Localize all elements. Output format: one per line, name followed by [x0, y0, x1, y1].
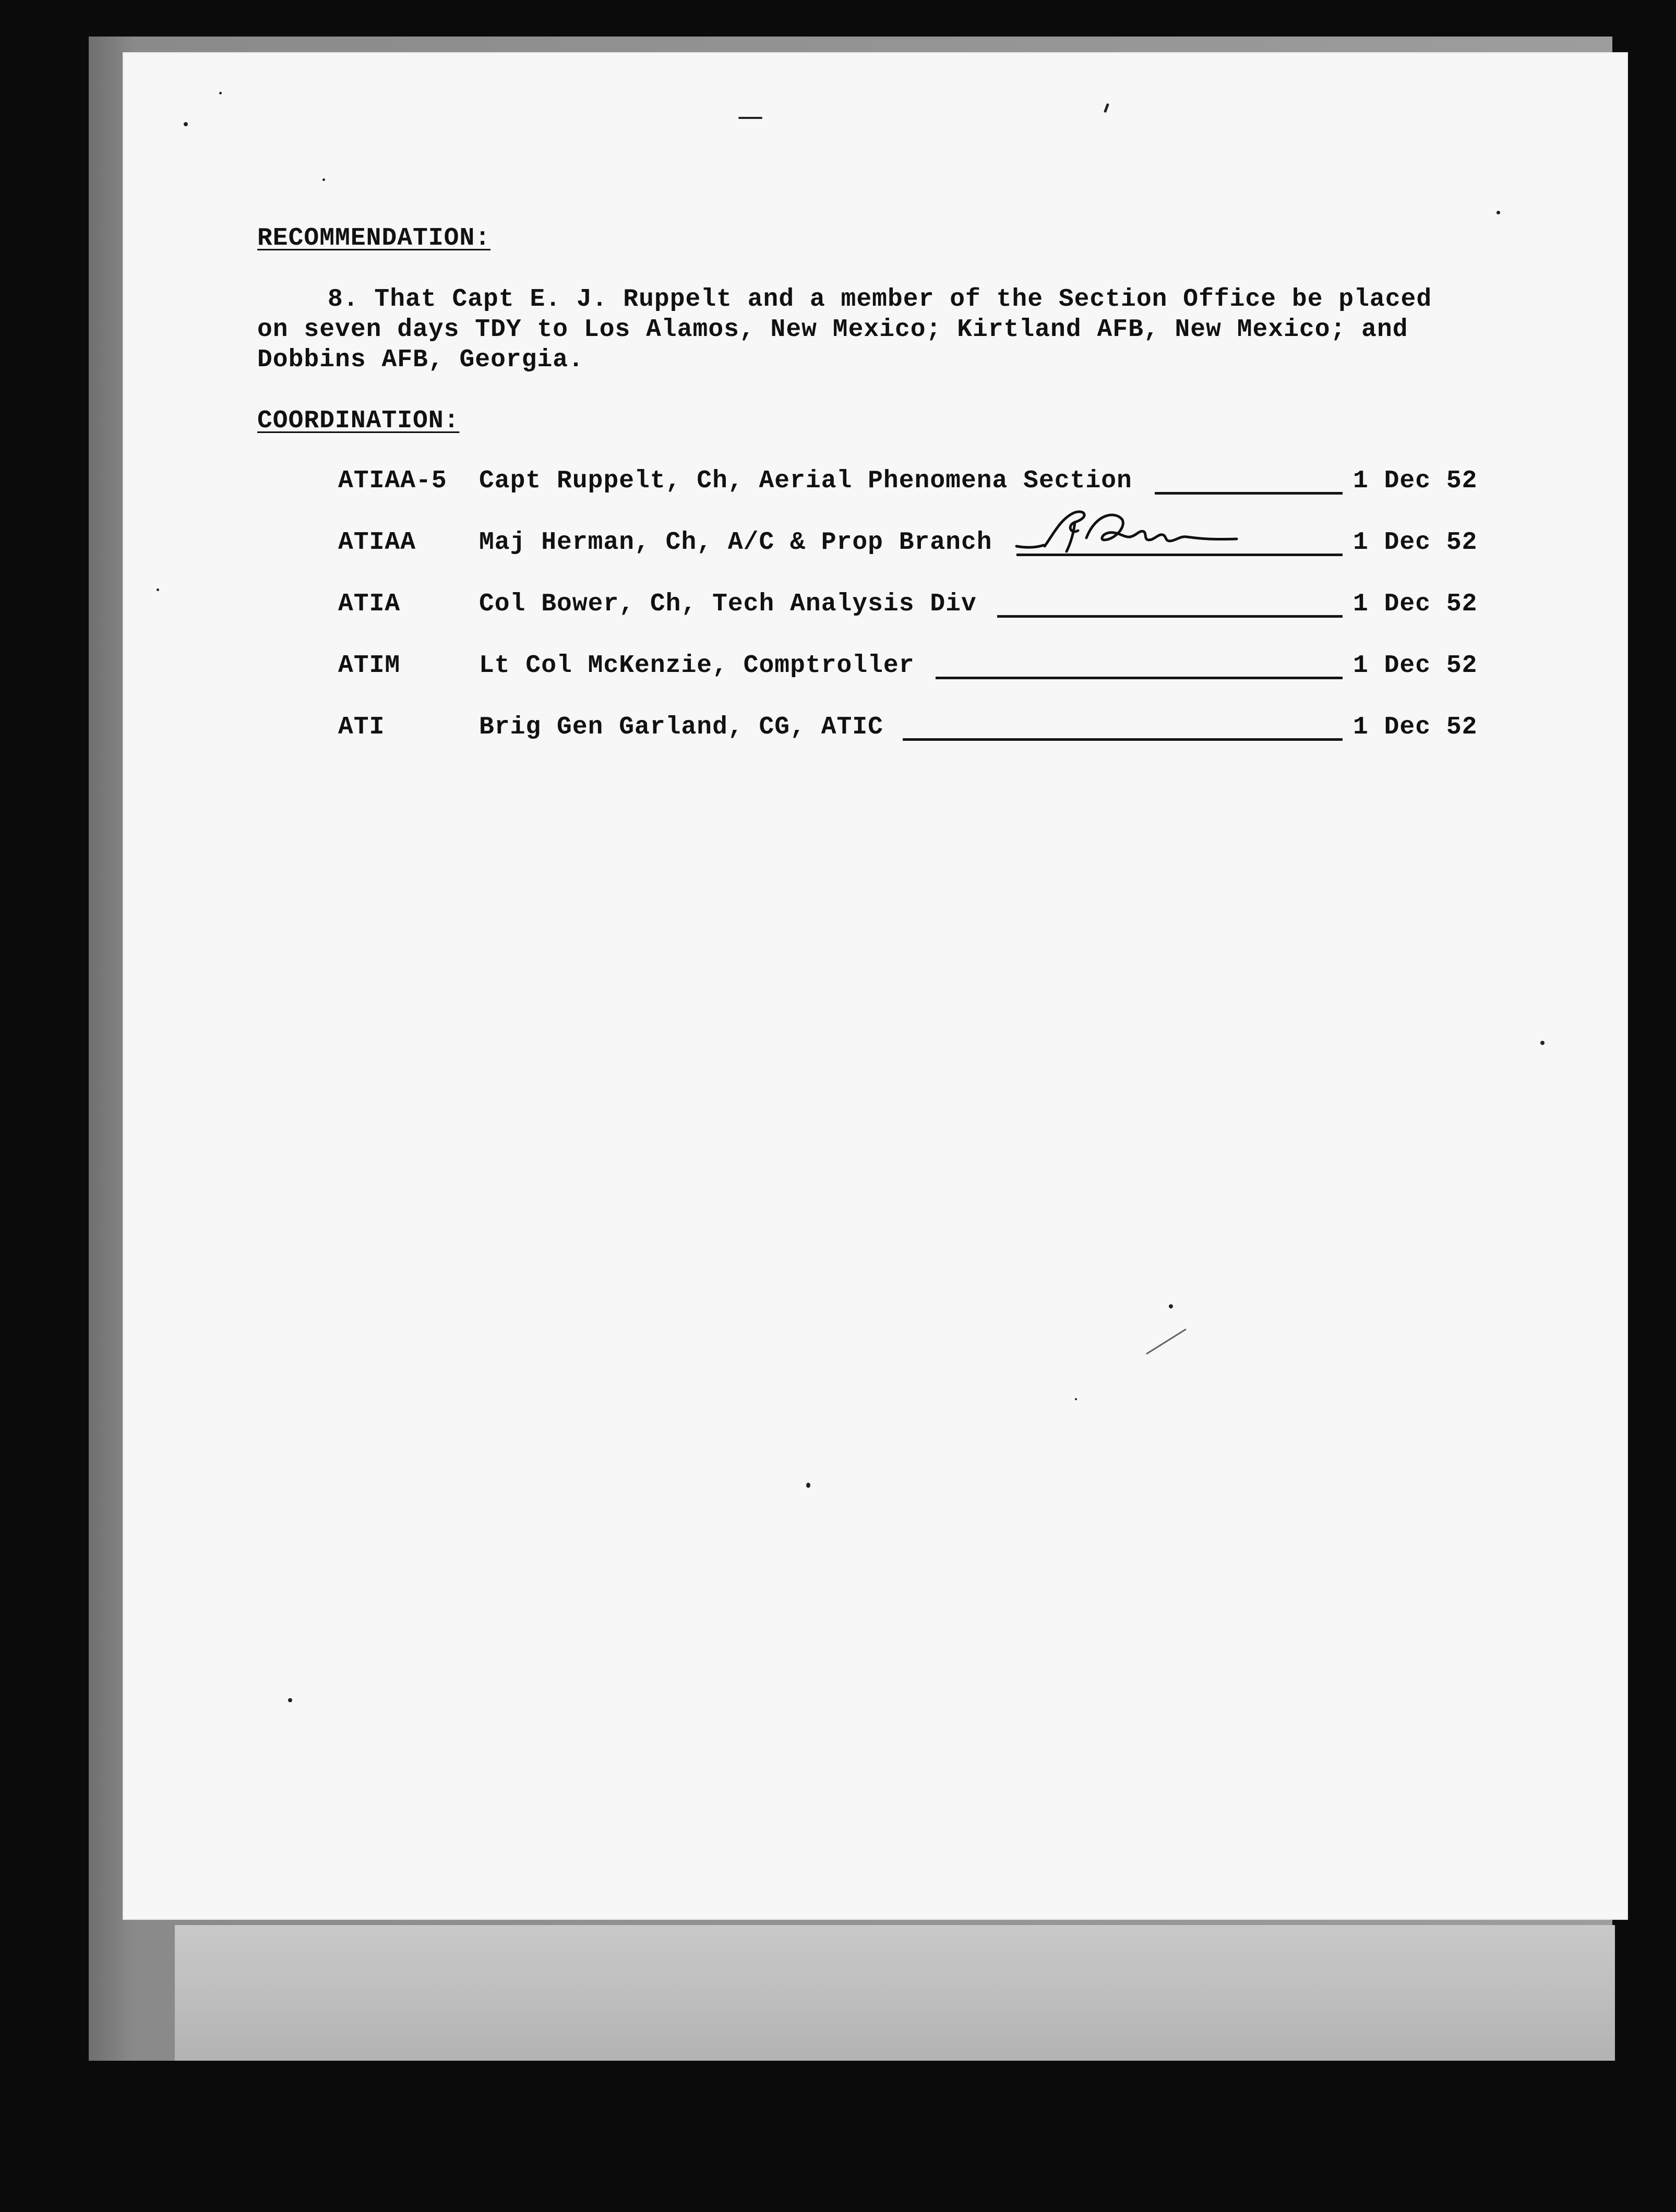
scan-speck [157, 588, 159, 591]
scan-speck [322, 178, 325, 181]
scan-speck [1497, 211, 1500, 214]
coordinator-name: Col Bower, Ch, Tech Analysis Div [479, 590, 977, 618]
scan-speck [738, 117, 762, 119]
office-code: ATI [338, 713, 385, 741]
scan-speck [1146, 1328, 1187, 1354]
scan-speck [806, 1483, 810, 1488]
coordinator-name: Brig Gen Garland, CG, ATIC [479, 713, 883, 741]
signature-line [1155, 492, 1343, 495]
recommendation-line: on seven days TDY to Los Alamos, New Mexico; Kirtland AFB, New Mexico; and [257, 316, 1408, 344]
signature-line [936, 677, 1343, 679]
coordinator-name: Capt Ruppelt, Ch, Aerial Phenomena Section [479, 467, 1132, 495]
coordinator-name: Lt Col McKenzie, Comptroller [479, 652, 915, 680]
coordination-row [338, 652, 1486, 685]
coordination-heading: COORDINATION: [257, 407, 460, 435]
scan-speck [1104, 103, 1109, 113]
signature-line [997, 615, 1343, 618]
scan-speck [184, 122, 188, 126]
office-code: ATIAA-5 [338, 467, 447, 495]
office-code: ATIA [338, 590, 401, 618]
coordination-date: 1 Dec 52 [1353, 467, 1478, 495]
scan-speck [1075, 1398, 1077, 1400]
coordination-row [338, 467, 1486, 500]
coordination-row [338, 713, 1486, 747]
coordination-row [338, 590, 1486, 623]
coordination-date: 1 Dec 52 [1353, 652, 1478, 680]
recommendation-line: 8. That Capt E. J. Ruppelt and a member of the Section Office be placed [328, 285, 1432, 314]
scan-speck [219, 92, 222, 94]
recommendation-paragraph [257, 284, 1489, 375]
scan-speck [1169, 1304, 1173, 1308]
recommendation-heading: RECOMMENDATION: [257, 224, 491, 253]
coordinator-name: Maj Herman, Ch, A/C & Prop Branch [479, 528, 992, 557]
coordination-date: 1 Dec 52 [1353, 590, 1478, 618]
coordination-row [338, 528, 1486, 562]
scan-speck [1540, 1041, 1545, 1045]
scan-speck [288, 1698, 292, 1702]
coordination-date: 1 Dec 52 [1353, 713, 1478, 741]
signature-line [903, 738, 1343, 741]
recommendation-line: Dobbins AFB, Georgia. [257, 346, 584, 374]
office-code: ATIM [338, 652, 401, 680]
office-code: ATIAA [338, 528, 416, 557]
coordination-date: 1 Dec 52 [1353, 528, 1478, 557]
handwritten-signature [1012, 503, 1263, 561]
